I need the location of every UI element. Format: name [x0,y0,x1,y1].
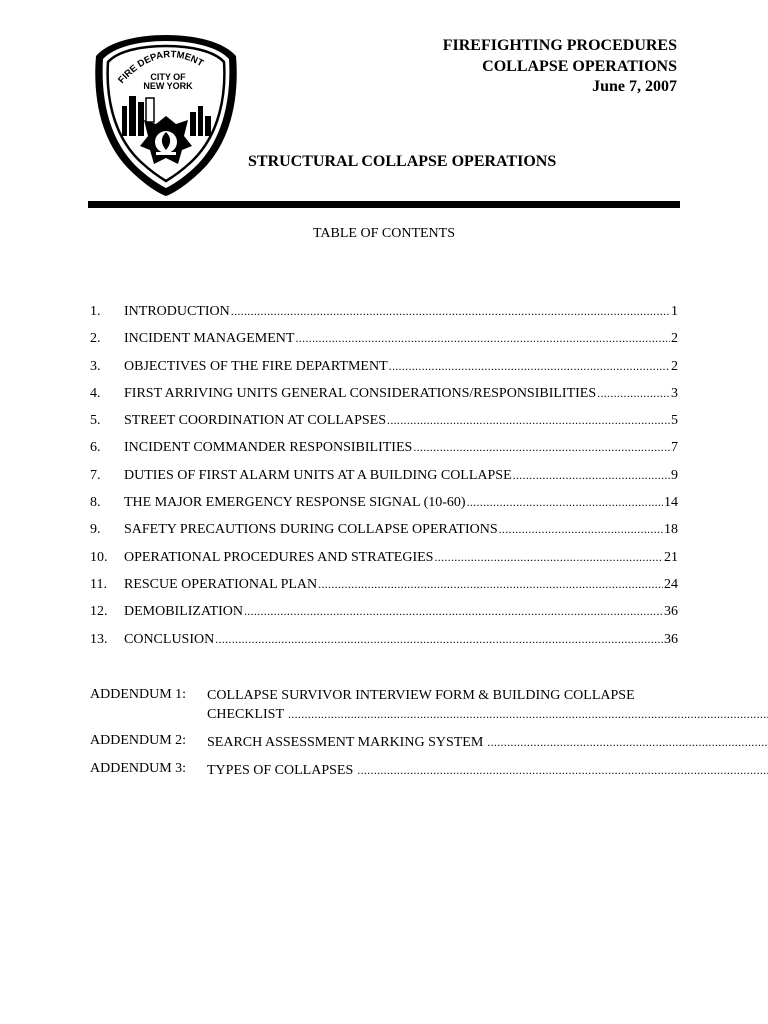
toc-entry-page: 36 [664,631,678,647]
toc-entry-title: DUTIES OF FIRST ALARM UNITS AT A BUILDING COLLAPSE [124,467,512,483]
toc-leader-dots [295,331,670,347]
toc-entry-title: INCIDENT MANAGEMENT [124,331,295,347]
toc-entry-page: 9 [671,467,678,483]
toc-leader-dots [434,550,663,566]
toc-leader-dots [387,413,670,429]
addendum-title: TYPES OF COLLAPSES [207,763,354,778]
toc-entry-page: 14 [664,495,678,511]
toc-entry-number: 2. [90,331,101,347]
toc-leader-dots [597,386,670,402]
addendum-label: ADDENDUM 2: [90,733,187,748]
addendum-entry[interactable] [90,733,674,752]
addendum-title: SEARCH ASSESSMENT MARKING SYSTEM [207,735,484,750]
addendum-title-cont: CHECKLIST [207,707,284,722]
toc-entry-number: 1. [90,304,101,319]
toc-entry-title: INTRODUCTION [124,304,230,319]
toc-entry[interactable] [90,440,678,467]
header-rule [88,201,680,208]
logo-city-line2: NEW YORK [143,81,193,91]
toc-entry-page: 3 [671,385,678,401]
toc-entry-title: STREET COORDINATION AT COLLAPSES [124,413,387,429]
toc-entry[interactable] [90,359,678,386]
toc-entry-title: CONCLUSION [124,631,215,647]
toc-entry-title: OBJECTIVES OF THE FIRE DEPARTMENT [124,358,388,374]
toc-leader-dots [499,522,663,538]
toc-entry[interactable] [90,304,678,331]
toc-leader-dots [244,604,663,620]
toc-leader-dots [413,440,670,456]
fdny-logo [92,32,240,198]
toc-leader-dots [215,632,663,648]
logo-city-line1: CITY OF [150,72,186,82]
document-title: STRUCTURAL COLLAPSE OPERATIONS [248,153,557,170]
logo-arc-text: FIRE DEPARTMENT [116,49,206,86]
toc-entry[interactable] [90,632,678,659]
toc-entry-title: INCIDENT COMMANDER RESPONSIBILITIES [124,440,413,456]
toc-leader-dots [389,359,670,375]
toc-entry-page: 2 [671,358,678,374]
addendum-entry[interactable] [90,687,674,724]
addendum-label: ADDENDUM 1: [90,687,187,702]
toc-entry-page: 24 [664,576,678,592]
toc-entry[interactable] [90,604,678,631]
toc-entry-title: RESCUE OPERATIONAL PLAN [124,576,318,592]
toc-leader-dots [467,495,663,511]
toc-entry[interactable] [90,495,678,522]
addenda-list [90,687,674,789]
toc-entry-number: 12. [90,604,108,620]
toc-entry-page: 18 [664,522,678,538]
toc-leader-dots [487,733,768,752]
toc-entry-number: 3. [90,358,101,374]
header-date: June 7, 2007 [592,78,677,95]
document-header [443,36,677,98]
toc-entry-number: 11. [90,576,107,592]
toc-heading: TABLE OF CONTENTS [313,226,455,241]
toc-entry[interactable] [90,522,678,549]
addendum-title: COLLAPSE SURVIVOR INTERVIEW FORM & BUILDING COLLAPSE [207,688,635,703]
toc-entry-number: 13. [90,631,108,647]
toc-entry-number: 6. [90,440,101,456]
toc-entry[interactable] [90,577,678,604]
toc-entry-page: 21 [664,549,678,565]
toc-entry[interactable] [90,550,678,577]
addendum-label: ADDENDUM 3: [90,761,187,776]
toc-entry-page: 5 [671,413,678,429]
header-line1: FIREFIGHTING PROCEDURES [442,37,677,54]
toc-leader-dots [318,577,663,593]
header-line2: COLLAPSE OPERATIONS [482,57,677,75]
toc-entry-number: 5. [90,413,101,429]
toc-entry-title: THE MAJOR EMERGENCY RESPONSE SIGNAL (10-60) [124,495,466,511]
toc-entry[interactable] [90,468,678,495]
toc-leader-dots [357,761,768,780]
toc-entry-title: OPERATIONAL PROCEDURES AND STRATEGIES [124,549,434,565]
toc-entry-page: 7 [671,440,678,456]
toc-entry-title: DEMOBILIZATION [124,604,243,620]
toc-entry[interactable] [90,331,678,358]
toc-entry[interactable] [90,413,678,440]
table-of-contents [90,304,678,659]
toc-entry-title: FIRST ARRIVING UNITS GENERAL CONSIDERATIONS/RESPONSIBILITIES [124,385,597,401]
toc-entry-number: 9. [90,522,101,538]
toc-leader-dots [288,705,768,724]
toc-entry-page: 1 [671,304,678,319]
toc-entry-page: 36 [664,604,678,620]
toc-entry[interactable] [90,386,678,413]
toc-entry-number: 10. [90,549,108,565]
fdny-shield-icon [92,32,240,198]
toc-entry-title: SAFETY PRECAUTIONS DURING COLLAPSE OPERATIONS [124,522,498,538]
toc-entry-number: 4. [90,385,101,401]
toc-leader-dots [513,468,670,484]
toc-leader-dots [231,304,670,320]
toc-entry-number: 7. [90,467,101,483]
toc-entry-number: 8. [90,495,101,511]
addendum-entry[interactable] [90,761,674,780]
toc-entry-page: 2 [671,331,678,347]
